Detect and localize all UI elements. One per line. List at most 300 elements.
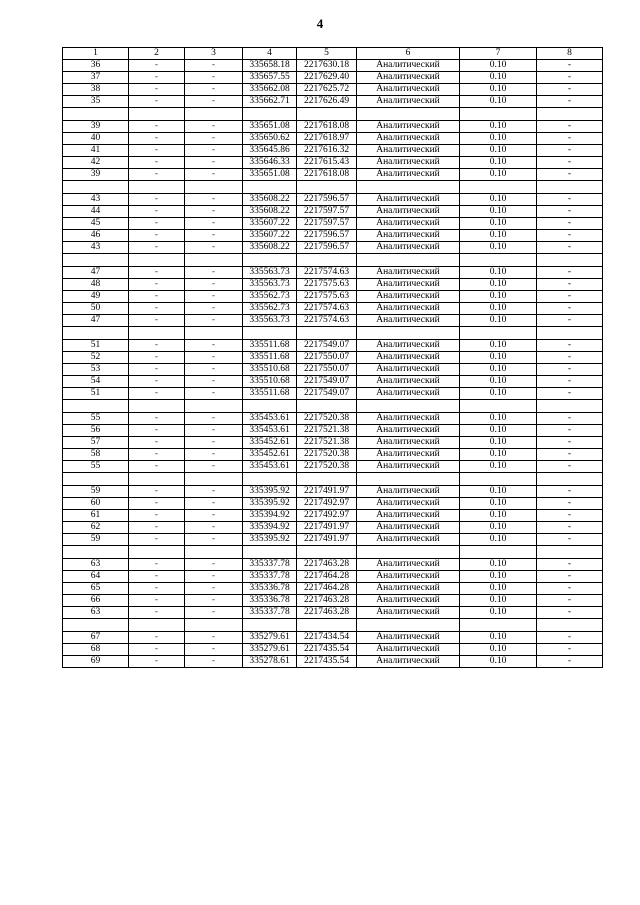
empty-cell xyxy=(63,400,129,413)
table-row xyxy=(63,449,603,461)
x-coordinate-cell: 335395.92 xyxy=(243,534,297,546)
empty-cell xyxy=(129,254,185,267)
accuracy-cell: 0.10 xyxy=(460,534,537,546)
point-number-cell: 48 xyxy=(63,279,129,291)
empty-cell xyxy=(460,400,537,413)
method-cell: Аналитический xyxy=(357,571,460,583)
method-cell: Аналитический xyxy=(357,303,460,315)
col3-cell: - xyxy=(185,364,243,376)
y-coordinate-cell: 2217574.63 xyxy=(297,267,357,279)
method-cell: Аналитический xyxy=(357,194,460,206)
point-number-cell: 57 xyxy=(63,437,129,449)
table-row xyxy=(63,583,603,595)
point-number-cell: 61 xyxy=(63,510,129,522)
empty-cell xyxy=(297,254,357,267)
empty-cell xyxy=(460,254,537,267)
table-row xyxy=(63,607,603,619)
point-number-cell: 46 xyxy=(63,230,129,242)
x-coordinate-cell: 335510.68 xyxy=(243,364,297,376)
col3-cell: - xyxy=(185,121,243,133)
accuracy-cell: 0.10 xyxy=(460,279,537,291)
empty-cell xyxy=(243,181,297,194)
coordinates-table xyxy=(62,47,603,668)
column-header: 1 xyxy=(63,48,129,60)
empty-cell xyxy=(460,473,537,486)
accuracy-cell: 0.10 xyxy=(460,206,537,218)
empty-cell xyxy=(243,254,297,267)
col3-cell: - xyxy=(185,133,243,145)
table-row xyxy=(63,218,603,230)
empty-cell xyxy=(63,254,129,267)
table-row xyxy=(63,534,603,546)
y-coordinate-cell: 2217491.97 xyxy=(297,522,357,534)
empty-cell xyxy=(537,181,603,194)
col2-cell: - xyxy=(129,437,185,449)
col3-cell: - xyxy=(185,60,243,72)
method-cell: Аналитический xyxy=(357,425,460,437)
method-cell: Аналитический xyxy=(357,413,460,425)
method-cell: Аналитический xyxy=(357,449,460,461)
point-number-cell: 40 xyxy=(63,133,129,145)
point-number-cell: 51 xyxy=(63,388,129,400)
point-number-cell: 45 xyxy=(63,218,129,230)
table-row xyxy=(63,644,603,656)
col2-cell: - xyxy=(129,303,185,315)
col3-cell: - xyxy=(185,206,243,218)
col2-cell: - xyxy=(129,498,185,510)
empty-cell xyxy=(129,619,185,632)
col3-cell: - xyxy=(185,437,243,449)
x-coordinate-cell: 335563.73 xyxy=(243,267,297,279)
col2-cell: - xyxy=(129,425,185,437)
empty-cell xyxy=(243,619,297,632)
x-coordinate-cell: 335337.78 xyxy=(243,607,297,619)
empty-cell xyxy=(243,473,297,486)
empty-cell xyxy=(357,327,460,340)
col2-cell: - xyxy=(129,522,185,534)
x-coordinate-cell: 335336.78 xyxy=(243,583,297,595)
y-coordinate-cell: 2217491.97 xyxy=(297,534,357,546)
x-coordinate-cell: 335337.78 xyxy=(243,559,297,571)
empty-cell xyxy=(129,108,185,121)
x-coordinate-cell: 335453.61 xyxy=(243,413,297,425)
y-coordinate-cell: 2217550.07 xyxy=(297,364,357,376)
col8-cell: - xyxy=(537,60,603,72)
point-number-cell: 37 xyxy=(63,72,129,84)
col8-cell: - xyxy=(537,218,603,230)
point-number-cell: 65 xyxy=(63,583,129,595)
col8-cell: - xyxy=(537,449,603,461)
empty-cell xyxy=(129,400,185,413)
col8-cell: - xyxy=(537,559,603,571)
table-row xyxy=(63,595,603,607)
empty-cell xyxy=(297,327,357,340)
column-header: 3 xyxy=(185,48,243,60)
point-number-cell: 55 xyxy=(63,461,129,473)
point-number-cell: 59 xyxy=(63,534,129,546)
col2-cell: - xyxy=(129,644,185,656)
accuracy-cell: 0.10 xyxy=(460,242,537,254)
column-header: 8 xyxy=(537,48,603,60)
point-number-cell: 62 xyxy=(63,522,129,534)
empty-cell xyxy=(63,546,129,559)
empty-cell xyxy=(129,181,185,194)
col2-cell: - xyxy=(129,230,185,242)
table-row xyxy=(63,291,603,303)
y-coordinate-cell: 2217618.08 xyxy=(297,121,357,133)
table-row xyxy=(63,364,603,376)
empty-cell xyxy=(185,400,243,413)
accuracy-cell: 0.10 xyxy=(460,169,537,181)
point-number-cell: 53 xyxy=(63,364,129,376)
col8-cell: - xyxy=(537,607,603,619)
col3-cell: - xyxy=(185,291,243,303)
col2-cell: - xyxy=(129,656,185,668)
col3-cell: - xyxy=(185,449,243,461)
table-row xyxy=(63,315,603,327)
col2-cell: - xyxy=(129,291,185,303)
x-coordinate-cell: 335395.92 xyxy=(243,498,297,510)
col3-cell: - xyxy=(185,145,243,157)
empty-cell xyxy=(460,327,537,340)
y-coordinate-cell: 2217626.49 xyxy=(297,96,357,108)
col3-cell: - xyxy=(185,194,243,206)
column-header: 4 xyxy=(243,48,297,60)
empty-cell xyxy=(357,400,460,413)
col3-cell: - xyxy=(185,84,243,96)
x-coordinate-cell: 335336.78 xyxy=(243,595,297,607)
table-row xyxy=(63,498,603,510)
accuracy-cell: 0.10 xyxy=(460,291,537,303)
empty-cell xyxy=(185,108,243,121)
method-cell: Аналитический xyxy=(357,267,460,279)
y-coordinate-cell: 2217596.57 xyxy=(297,194,357,206)
method-cell: Аналитический xyxy=(357,242,460,254)
y-coordinate-cell: 2217574.63 xyxy=(297,315,357,327)
accuracy-cell: 0.10 xyxy=(460,376,537,388)
y-coordinate-cell: 2217435.54 xyxy=(297,656,357,668)
accuracy-cell: 0.10 xyxy=(460,498,537,510)
x-coordinate-cell: 335511.68 xyxy=(243,388,297,400)
point-number-cell: 43 xyxy=(63,242,129,254)
x-coordinate-cell: 335646.33 xyxy=(243,157,297,169)
x-coordinate-cell: 335395.92 xyxy=(243,486,297,498)
col2-cell: - xyxy=(129,449,185,461)
method-cell: Аналитический xyxy=(357,486,460,498)
y-coordinate-cell: 2217434.54 xyxy=(297,632,357,644)
x-coordinate-cell: 335562.73 xyxy=(243,291,297,303)
x-coordinate-cell: 335337.78 xyxy=(243,571,297,583)
col3-cell: - xyxy=(185,534,243,546)
empty-cell xyxy=(63,619,129,632)
point-number-cell: 35 xyxy=(63,96,129,108)
col3-cell: - xyxy=(185,340,243,352)
table-row xyxy=(63,656,603,668)
empty-cell xyxy=(460,108,537,121)
point-number-cell: 43 xyxy=(63,194,129,206)
accuracy-cell: 0.10 xyxy=(460,340,537,352)
y-coordinate-cell: 2217597.57 xyxy=(297,206,357,218)
x-coordinate-cell: 335662.08 xyxy=(243,84,297,96)
x-coordinate-cell: 335452.61 xyxy=(243,437,297,449)
y-coordinate-cell: 2217463.28 xyxy=(297,595,357,607)
point-number-cell: 44 xyxy=(63,206,129,218)
method-cell: Аналитический xyxy=(357,84,460,96)
x-coordinate-cell: 335452.61 xyxy=(243,449,297,461)
table-row xyxy=(63,571,603,583)
col8-cell: - xyxy=(537,522,603,534)
empty-cell xyxy=(243,327,297,340)
y-coordinate-cell: 2217625.72 xyxy=(297,84,357,96)
table-row xyxy=(63,279,603,291)
accuracy-cell: 0.10 xyxy=(460,315,537,327)
empty-cell xyxy=(297,619,357,632)
accuracy-cell: 0.10 xyxy=(460,413,537,425)
y-coordinate-cell: 2217521.38 xyxy=(297,425,357,437)
table-row xyxy=(63,510,603,522)
method-cell: Аналитический xyxy=(357,352,460,364)
col2-cell: - xyxy=(129,96,185,108)
method-cell: Аналитический xyxy=(357,157,460,169)
col2-cell: - xyxy=(129,632,185,644)
x-coordinate-cell: 335657.55 xyxy=(243,72,297,84)
x-coordinate-cell: 335608.22 xyxy=(243,194,297,206)
col8-cell: - xyxy=(537,169,603,181)
y-coordinate-cell: 2217629.40 xyxy=(297,72,357,84)
method-cell: Аналитический xyxy=(357,437,460,449)
accuracy-cell: 0.10 xyxy=(460,352,537,364)
col2-cell: - xyxy=(129,352,185,364)
accuracy-cell: 0.10 xyxy=(460,449,537,461)
col8-cell: - xyxy=(537,206,603,218)
method-cell: Аналитический xyxy=(357,169,460,181)
col3-cell: - xyxy=(185,644,243,656)
accuracy-cell: 0.10 xyxy=(460,656,537,668)
empty-cell xyxy=(460,619,537,632)
x-coordinate-cell: 335607.22 xyxy=(243,218,297,230)
accuracy-cell: 0.10 xyxy=(460,644,537,656)
x-coordinate-cell: 335453.61 xyxy=(243,461,297,473)
separator-row xyxy=(63,473,603,486)
x-coordinate-cell: 335278.61 xyxy=(243,656,297,668)
table-row xyxy=(63,230,603,242)
col8-cell: - xyxy=(537,364,603,376)
table-row xyxy=(63,559,603,571)
x-coordinate-cell: 335608.22 xyxy=(243,206,297,218)
col2-cell: - xyxy=(129,206,185,218)
method-cell: Аналитический xyxy=(357,522,460,534)
method-cell: Аналитический xyxy=(357,340,460,352)
accuracy-cell: 0.10 xyxy=(460,133,537,145)
accuracy-cell: 0.10 xyxy=(460,145,537,157)
empty-cell xyxy=(243,108,297,121)
empty-cell xyxy=(357,473,460,486)
col8-cell: - xyxy=(537,644,603,656)
col3-cell: - xyxy=(185,571,243,583)
empty-cell xyxy=(537,108,603,121)
method-cell: Аналитический xyxy=(357,583,460,595)
col3-cell: - xyxy=(185,607,243,619)
x-coordinate-cell: 335279.61 xyxy=(243,632,297,644)
col3-cell: - xyxy=(185,413,243,425)
col2-cell: - xyxy=(129,571,185,583)
table-row xyxy=(63,169,603,181)
col2-cell: - xyxy=(129,60,185,72)
col3-cell: - xyxy=(185,498,243,510)
point-number-cell: 38 xyxy=(63,84,129,96)
col8-cell: - xyxy=(537,279,603,291)
table-row xyxy=(63,388,603,400)
col2-cell: - xyxy=(129,607,185,619)
empty-cell xyxy=(297,181,357,194)
y-coordinate-cell: 2217520.38 xyxy=(297,461,357,473)
table-row xyxy=(63,437,603,449)
point-number-cell: 63 xyxy=(63,559,129,571)
col3-cell: - xyxy=(185,461,243,473)
point-number-cell: 64 xyxy=(63,571,129,583)
col8-cell: - xyxy=(537,656,603,668)
point-number-cell: 47 xyxy=(63,315,129,327)
table-row xyxy=(63,522,603,534)
empty-cell xyxy=(357,108,460,121)
col3-cell: - xyxy=(185,376,243,388)
y-coordinate-cell: 2217630.18 xyxy=(297,60,357,72)
method-cell: Аналитический xyxy=(357,96,460,108)
empty-cell xyxy=(63,327,129,340)
point-number-cell: 51 xyxy=(63,340,129,352)
col8-cell: - xyxy=(537,352,603,364)
y-coordinate-cell: 2217520.38 xyxy=(297,413,357,425)
col8-cell: - xyxy=(537,133,603,145)
col3-cell: - xyxy=(185,96,243,108)
col2-cell: - xyxy=(129,486,185,498)
empty-cell xyxy=(357,254,460,267)
col3-cell: - xyxy=(185,315,243,327)
table-row xyxy=(63,242,603,254)
table-row xyxy=(63,413,603,425)
method-cell: Аналитический xyxy=(357,279,460,291)
accuracy-cell: 0.10 xyxy=(460,96,537,108)
table-row xyxy=(63,425,603,437)
col8-cell: - xyxy=(537,413,603,425)
col3-cell: - xyxy=(185,279,243,291)
x-coordinate-cell: 335510.68 xyxy=(243,376,297,388)
empty-cell xyxy=(185,473,243,486)
empty-cell xyxy=(129,327,185,340)
empty-cell xyxy=(537,327,603,340)
point-number-cell: 52 xyxy=(63,352,129,364)
method-cell: Аналитический xyxy=(357,595,460,607)
col8-cell: - xyxy=(537,157,603,169)
accuracy-cell: 0.10 xyxy=(460,486,537,498)
col2-cell: - xyxy=(129,133,185,145)
accuracy-cell: 0.10 xyxy=(460,121,537,133)
x-coordinate-cell: 335662.71 xyxy=(243,96,297,108)
table-row xyxy=(63,376,603,388)
separator-row xyxy=(63,254,603,267)
separator-row xyxy=(63,327,603,340)
empty-cell xyxy=(297,473,357,486)
empty-cell xyxy=(185,327,243,340)
y-coordinate-cell: 2217463.28 xyxy=(297,559,357,571)
x-coordinate-cell: 335651.08 xyxy=(243,169,297,181)
empty-cell xyxy=(185,619,243,632)
col8-cell: - xyxy=(537,72,603,84)
col8-cell: - xyxy=(537,303,603,315)
separator-row xyxy=(63,181,603,194)
accuracy-cell: 0.10 xyxy=(460,218,537,230)
col3-cell: - xyxy=(185,656,243,668)
col3-cell: - xyxy=(185,522,243,534)
method-cell: Аналитический xyxy=(357,230,460,242)
col2-cell: - xyxy=(129,340,185,352)
table-row xyxy=(63,632,603,644)
col2-cell: - xyxy=(129,413,185,425)
col3-cell: - xyxy=(185,486,243,498)
y-coordinate-cell: 2217464.28 xyxy=(297,583,357,595)
col2-cell: - xyxy=(129,559,185,571)
table-row xyxy=(63,267,603,279)
point-number-cell: 49 xyxy=(63,291,129,303)
col8-cell: - xyxy=(537,340,603,352)
table-row xyxy=(63,303,603,315)
accuracy-cell: 0.10 xyxy=(460,72,537,84)
col8-cell: - xyxy=(537,510,603,522)
col3-cell: - xyxy=(185,218,243,230)
col8-cell: - xyxy=(537,242,603,254)
method-cell: Аналитический xyxy=(357,121,460,133)
empty-cell xyxy=(537,473,603,486)
y-coordinate-cell: 2217435.54 xyxy=(297,644,357,656)
method-cell: Аналитический xyxy=(357,656,460,668)
col8-cell: - xyxy=(537,96,603,108)
table-row xyxy=(63,206,603,218)
accuracy-cell: 0.10 xyxy=(460,583,537,595)
accuracy-cell: 0.10 xyxy=(460,303,537,315)
accuracy-cell: 0.10 xyxy=(460,230,537,242)
column-header: 6 xyxy=(357,48,460,60)
table-row xyxy=(63,340,603,352)
empty-cell xyxy=(357,546,460,559)
separator-row xyxy=(63,619,603,632)
x-coordinate-cell: 335563.73 xyxy=(243,315,297,327)
empty-cell xyxy=(297,400,357,413)
point-number-cell: 66 xyxy=(63,595,129,607)
table-row xyxy=(63,72,603,84)
empty-cell xyxy=(460,181,537,194)
x-coordinate-cell: 335511.68 xyxy=(243,340,297,352)
y-coordinate-cell: 2217550.07 xyxy=(297,352,357,364)
col8-cell: - xyxy=(537,425,603,437)
y-coordinate-cell: 2217616.32 xyxy=(297,145,357,157)
point-number-cell: 39 xyxy=(63,169,129,181)
col3-cell: - xyxy=(185,352,243,364)
point-number-cell: 39 xyxy=(63,121,129,133)
table-row xyxy=(63,486,603,498)
empty-cell xyxy=(537,400,603,413)
col8-cell: - xyxy=(537,145,603,157)
method-cell: Аналитический xyxy=(357,291,460,303)
col8-cell: - xyxy=(537,388,603,400)
accuracy-cell: 0.10 xyxy=(460,461,537,473)
method-cell: Аналитический xyxy=(357,218,460,230)
x-coordinate-cell: 335608.22 xyxy=(243,242,297,254)
method-cell: Аналитический xyxy=(357,315,460,327)
empty-cell xyxy=(185,546,243,559)
method-cell: Аналитический xyxy=(357,559,460,571)
x-coordinate-cell: 335607.22 xyxy=(243,230,297,242)
separator-row xyxy=(63,546,603,559)
